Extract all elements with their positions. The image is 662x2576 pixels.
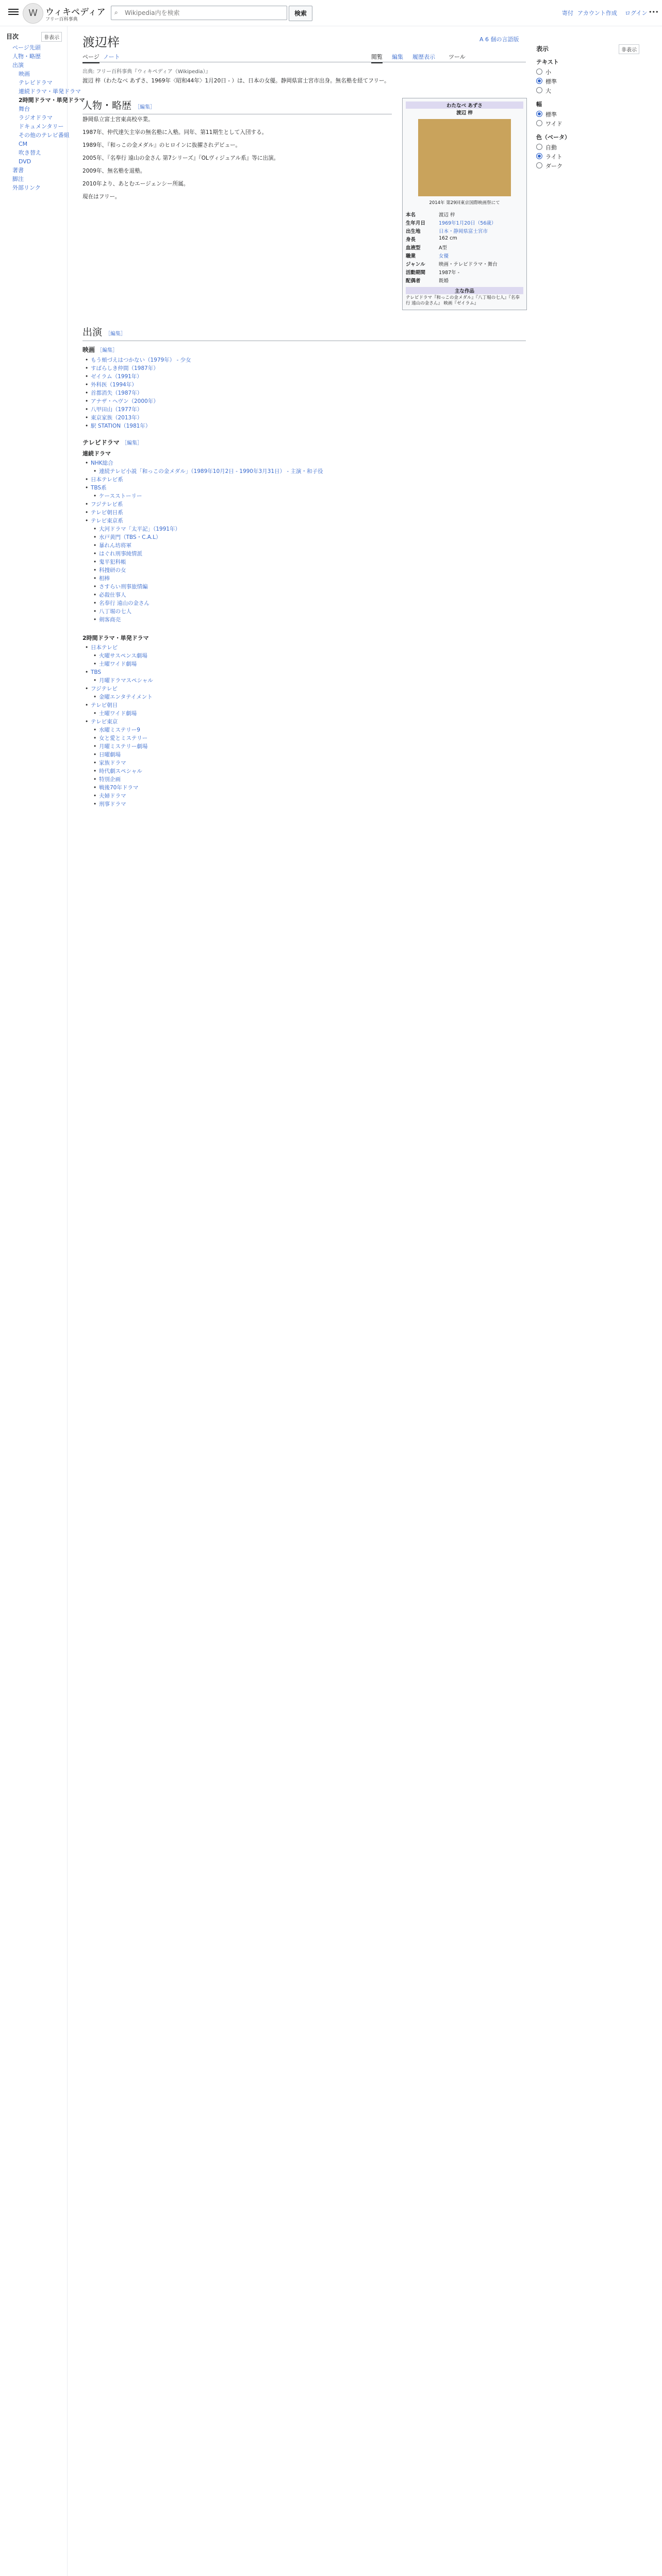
site-wordmark[interactable]: ウィキペディア: [45, 7, 106, 18]
list-item[interactable]: • フジテレビ: [91, 685, 118, 692]
list-item[interactable]: • 特別企画: [99, 776, 121, 783]
list-item[interactable]: • 日本テレビ系: [91, 476, 123, 483]
list-item[interactable]: • はぐれ刑事純情派: [99, 550, 142, 557]
bio-line: 1987年、仲代達矢主宰の無名塾に入塾。同年、第11期生として入団する。: [82, 129, 268, 135]
infobox-name-reading: わたなべ あずさ: [406, 101, 523, 109]
infobox-works: テレビドラマ『和っこの金メダル』『八丁堀の七人』『名奉行 遠山の金さん』 映画『ゼイラム』: [406, 295, 520, 306]
list-item[interactable]: • 土曜ワイド劇場: [99, 710, 137, 717]
infobox-value: A型: [439, 245, 447, 251]
list-item[interactable]: • 外科医（1994年）: [91, 381, 137, 388]
list-item[interactable]: • アナザ・ヘヴン（2000年）: [91, 398, 159, 405]
infobox-value: 映画・テレビドラマ・舞台: [439, 262, 498, 267]
text-size-small[interactable]: 小: [536, 68, 551, 76]
text-size-large[interactable]: 大: [536, 87, 551, 95]
toc-item[interactable]: ページ先頭: [12, 44, 41, 51]
width-label: 幅: [536, 101, 542, 108]
edit-link[interactable]: ［編集］: [135, 105, 156, 110]
infobox-key: 活動期間: [406, 270, 426, 276]
tab-read[interactable]: 閲覧: [371, 53, 383, 63]
infobox-value: 既婚: [439, 278, 449, 284]
tab-tools[interactable]: ツール: [449, 54, 466, 60]
bio-line: 2009年、無名塾を退塾。: [82, 168, 146, 174]
bio-line: 2010年より、あとむエージェンシー所属。: [82, 181, 189, 187]
list-item[interactable]: • ゼイラム（1991年）: [91, 373, 142, 380]
page-title: 渡辺梓: [82, 35, 120, 49]
color-auto[interactable]: 自動: [536, 143, 557, 151]
appearance-title: 表示: [536, 45, 549, 53]
infobox-value: 1969年1月20日（56歳）: [439, 221, 496, 226]
toc-item[interactable]: CM: [19, 141, 28, 147]
list-item[interactable]: • 大河ドラマ「太平記」（1991年）: [99, 526, 180, 533]
toc-item-current[interactable]: 2時間ドラマ・単発ドラマ: [19, 97, 85, 104]
infobox-key: 職業: [406, 253, 416, 259]
list-item[interactable]: • 女と愛とミステリー: [99, 735, 147, 742]
infobox-works-title: 主な作品: [406, 287, 523, 294]
list-item[interactable]: • 剣客商売: [99, 616, 121, 623]
infobox-value: 日本・静岡県富士宮市: [439, 229, 488, 234]
list-item[interactable]: • 家族ドラマ: [99, 759, 126, 767]
infobox-value: 女優: [439, 253, 449, 259]
toc-item[interactable]: 連続ドラマ・単発ドラマ: [19, 88, 81, 95]
list-item[interactable]: • すばらしき仲間（1987年）: [91, 365, 159, 372]
list-item[interactable]: • 日本テレビ: [91, 644, 118, 651]
list-item[interactable]: • テレビ東京: [91, 718, 118, 725]
toc-item[interactable]: その他のテレビ番組: [19, 132, 70, 139]
toc-item[interactable]: DVD: [19, 158, 31, 165]
appearance-hide-button[interactable]: 非表示: [619, 44, 639, 54]
search-input[interactable]: [124, 6, 280, 20]
section-heading-appearances: 出演 ［編集］: [82, 325, 526, 341]
list-item[interactable]: • 戦後70年ドラマ: [99, 784, 138, 791]
list-item[interactable]: • 必殺仕事人: [99, 591, 126, 599]
toc-item[interactable]: 脚注: [12, 176, 24, 182]
list-item[interactable]: • 土曜ワイド劇場: [99, 660, 137, 668]
width-wide[interactable]: ワイド: [536, 120, 562, 128]
toc-item[interactable]: ドキュメンタリー: [19, 123, 64, 130]
list-item[interactable]: • テレビ東京系: [91, 517, 123, 524]
list-item[interactable]: • 夫婦ドラマ: [99, 792, 126, 800]
image-caption: 2014年 第29回東京国際映画祭にて: [429, 200, 500, 206]
infobox-key: 本名: [406, 212, 416, 218]
list-item[interactable]: • 水戸黄門（TBS・C.A.L）: [99, 534, 161, 541]
toc-item[interactable]: 著書: [12, 167, 24, 174]
list-item[interactable]: • 刑事ドラマ: [99, 801, 126, 808]
infobox-key: 血液型: [406, 245, 421, 251]
list-item[interactable]: • 首都消失（1987年）: [91, 389, 142, 397]
language-selector[interactable]: A 6 個の言語版: [479, 36, 519, 43]
list-item[interactable]: • TBS系: [91, 484, 107, 492]
infobox-key: 出生地: [406, 229, 421, 234]
infobox-key: 生年月日: [406, 221, 426, 226]
table-of-contents: [0, 26, 85, 2576]
color-label: 色（ベータ）: [536, 134, 570, 141]
infobox-key: 配偶者: [406, 278, 421, 284]
bio-line: 静岡県立富士宮東高校卒業。: [82, 116, 154, 123]
tab-page[interactable]: ページ: [82, 53, 100, 63]
page-tabs: [82, 50, 526, 62]
infobox-key: 身長: [406, 237, 416, 243]
subheading-films: 映画 ［編集］: [82, 346, 118, 353]
list-item[interactable]: • NHK総合: [91, 460, 113, 467]
list-item[interactable]: • 名奉行 遠山の金さん: [99, 600, 150, 607]
infobox: [402, 98, 527, 310]
portrait-image[interactable]: [418, 119, 511, 196]
list-item[interactable]: • 日曜劇場: [99, 751, 121, 758]
edit-link[interactable]: ［編集］: [105, 331, 126, 337]
list-item[interactable]: • 東京家族（2013年）: [91, 414, 142, 421]
color-dark[interactable]: ダーク: [536, 162, 562, 170]
tab-edit[interactable]: 編集: [392, 54, 403, 60]
from-line: 出典: フリー百科事典『ウィキペディア（Wikipedia）』: [82, 69, 211, 75]
list-item[interactable]: • 時代劇スペシャル: [99, 768, 142, 775]
login-link[interactable]: ログイン: [625, 10, 648, 16]
text-size-label: テキスト: [536, 59, 559, 65]
tab-talk[interactable]: ノート: [103, 54, 120, 60]
list-item[interactable]: • 相棒: [99, 575, 110, 582]
search-icon: ⌕: [114, 9, 118, 16]
list-item[interactable]: • 駅 STATION（1981年）: [91, 422, 151, 430]
color-light[interactable]: ライト: [536, 152, 562, 161]
main-menu-icon[interactable]: [8, 7, 19, 16]
list-item[interactable]: • さすらい刑事旅情編: [99, 583, 148, 590]
subheading-tv: テレビドラマ ［編集］: [82, 439, 142, 446]
infobox-key: ジャンル: [406, 262, 425, 267]
toc-item[interactable]: 映画: [19, 71, 30, 77]
list-item[interactable]: • 金曜エンタテイメント: [99, 693, 153, 701]
toc-item[interactable]: 外部リンク: [12, 184, 41, 191]
search-box[interactable]: [111, 6, 287, 20]
list-item[interactable]: • 科捜研の女: [99, 567, 126, 574]
list-item[interactable]: • 水曜ミステリー9: [99, 726, 140, 734]
list-item[interactable]: • 暴れん坊将軍: [99, 542, 131, 549]
infobox-value: 162 cm: [439, 235, 457, 241]
list-item[interactable]: • ケースストーリー: [99, 493, 142, 500]
list-item[interactable]: • 月曜ミステリー劇場: [99, 743, 147, 750]
text-size-standard[interactable]: 標準: [536, 77, 557, 86]
list-item[interactable]: • テレビ朝日系: [91, 509, 123, 516]
search-button[interactable]: 検索: [289, 6, 312, 21]
list-item[interactable]: • 鬼平犯科帳: [99, 558, 126, 566]
donate-link[interactable]: 寄付: [562, 10, 573, 16]
site-tagline: フリー百科事典: [45, 17, 78, 22]
list-item[interactable]: • 八甲田山（1977年）: [91, 406, 142, 413]
toc-item[interactable]: 舞台: [19, 106, 30, 112]
wikipedia-logo[interactable]: W: [23, 3, 43, 24]
list-item[interactable]: • 火曜サスペンス劇場: [99, 652, 147, 659]
list-item[interactable]: • TBS: [91, 669, 101, 676]
user-menu-icon[interactable]: •••: [649, 9, 659, 15]
toc-item[interactable]: ラジオドラマ: [19, 114, 53, 121]
width-standard[interactable]: 標準: [536, 110, 557, 118]
list-item[interactable]: • 月曜ドラマスペシャル: [99, 677, 153, 684]
section-heading-bio: 人物・略歴 ［編集］: [82, 98, 392, 114]
infobox-name: 渡辺 梓: [456, 110, 473, 116]
toc-title: 目次: [6, 33, 19, 40]
infobox-value: 渡辺 梓: [439, 212, 455, 218]
toc-item[interactable]: 人物・略歴: [12, 53, 41, 60]
top-bar: [0, 0, 662, 26]
infobox-value: 1987年 -: [439, 270, 460, 276]
list-item[interactable]: • 連続テレビ小説「和っこの金メダル」（1989年10月2日 - 1990年3月31日） - 主演・和子役: [99, 468, 323, 475]
subheading-specials: 2時間ドラマ・単発ドラマ: [82, 635, 149, 641]
intro-paragraph: 渡辺 梓（わたなべ あずさ、1969年〈昭和44年〉1月20日 - ）は、日本の女優。静岡県富士宮市出身。無名塾を経てフリー。: [82, 78, 390, 84]
tab-history[interactable]: 履歴表示: [412, 54, 435, 60]
list-item[interactable]: • 八丁堀の七人: [99, 608, 131, 615]
edit-link[interactable]: ［編集］: [97, 348, 118, 353]
create-account-link[interactable]: アカウント作成: [577, 10, 617, 16]
toc-item[interactable]: テレビドラマ: [19, 79, 53, 86]
bio-line: 1989年、『和っこの金メダル』のヒロインに抜擢されデビュー。: [82, 142, 241, 148]
toc-item[interactable]: 出演: [12, 62, 24, 69]
bio-line: 現在はフリー。: [82, 194, 121, 200]
list-item[interactable]: • フジテレビ系: [91, 501, 123, 508]
toc-hide-button[interactable]: 非表示: [41, 32, 62, 42]
subheading-serial: 連続ドラマ: [82, 450, 111, 457]
list-item[interactable]: • もう頬づえはつかない（1979年） - 少女: [91, 357, 191, 364]
edit-link[interactable]: ［編集］: [121, 440, 142, 446]
list-item[interactable]: • テレビ朝日: [91, 702, 118, 709]
toc-item[interactable]: 吹き替え: [19, 149, 41, 156]
bio-line: 2005年、『名奉行 遠山の金さん 第7シリーズ』『OLヴィジュアル系』等に出演。: [82, 155, 279, 161]
